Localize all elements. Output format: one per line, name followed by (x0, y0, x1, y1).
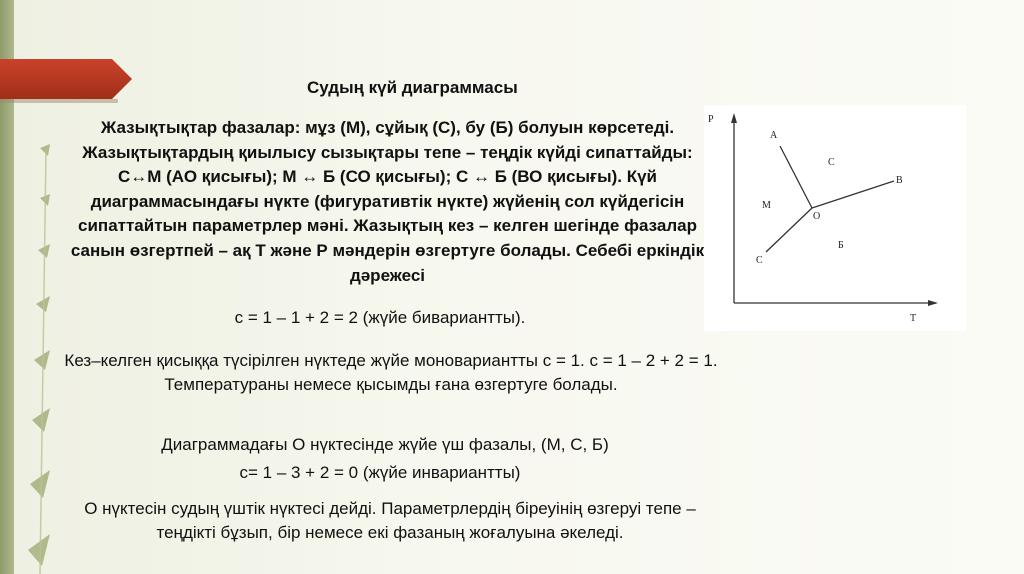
monovariant-text: Кез–келген қисыққа түсірілген нүктеде жүйе моновариантты с = 1. с = 1 – 2 + 2 = 1. Температураны немесе қысымды ғана өзгертуге болады. (64, 351, 718, 394)
y-axis-arrow (731, 113, 737, 123)
curve-co (766, 208, 812, 252)
arrow-decor-1 (40, 144, 50, 156)
point-o-label: О (813, 211, 821, 222)
x-axis-arrow (928, 300, 938, 306)
point-b-label: В (896, 175, 903, 186)
arrow-decor-7 (30, 470, 50, 498)
arrow-decor-6 (32, 408, 50, 432)
axis-t-label: Т (910, 313, 917, 324)
three-phase-text: Диаграммадағы О нүктесінде жүйе үш фазалы, (М, С, Б) (161, 435, 609, 454)
water-phase-diagram (704, 105, 966, 331)
point-c-label: С (756, 255, 763, 266)
decorative-arrows (0, 0, 60, 574)
invariant-formula: с= 1 – 3 + 2 = 0 (жүйе инвариантты) (239, 463, 521, 482)
slide-title: Судың күй диаграммасы (307, 78, 518, 97)
arrow-decor-5 (34, 350, 50, 370)
phases-description: Жазықтықтар фазалар: мұз (М), сұйық (С), бу (Б) болуын көрсетеді. Жазықтықтардың қиылысу сызықтары тепе – теңдік күйді сипаттайды: С↔М (АО қисығы); М ↔ Б (СО қисығы); С ↔ Б (ВО қисығы). Күй диаграммасындағы нүкте (фигуративтік нүкте) жүйенің сол күйдегісін сипаттайтын параметрлер мәні. Жазықтың кез – келген шегінде фазалар санын өзгертпей – ақ Т және Р мәндерін өзгертуге болады. Себебі еркіндік дәрежесі (70, 118, 705, 285)
triple-point-text: О нүктесін судың үштік нүктесі дейді. Параметрлердің біреуінің өзгеруі тепе – теңдікті бұзып, бір немесе екі фазаның жоғалуына әкеледі. (84, 499, 696, 542)
curve-ao (780, 146, 812, 208)
axis-p-label: Р (708, 114, 714, 125)
region-ice-label: М (762, 200, 771, 211)
region-vapor-label: Б (838, 240, 844, 251)
region-liquid-label: С (828, 157, 835, 168)
arrow-decor-8 (28, 534, 50, 566)
bivariant-formula: с = 1 – 1 + 2 = 2 (жүйе бивариантты). (234, 308, 526, 327)
point-a-label: А (770, 130, 778, 141)
curve-bo (812, 181, 894, 208)
